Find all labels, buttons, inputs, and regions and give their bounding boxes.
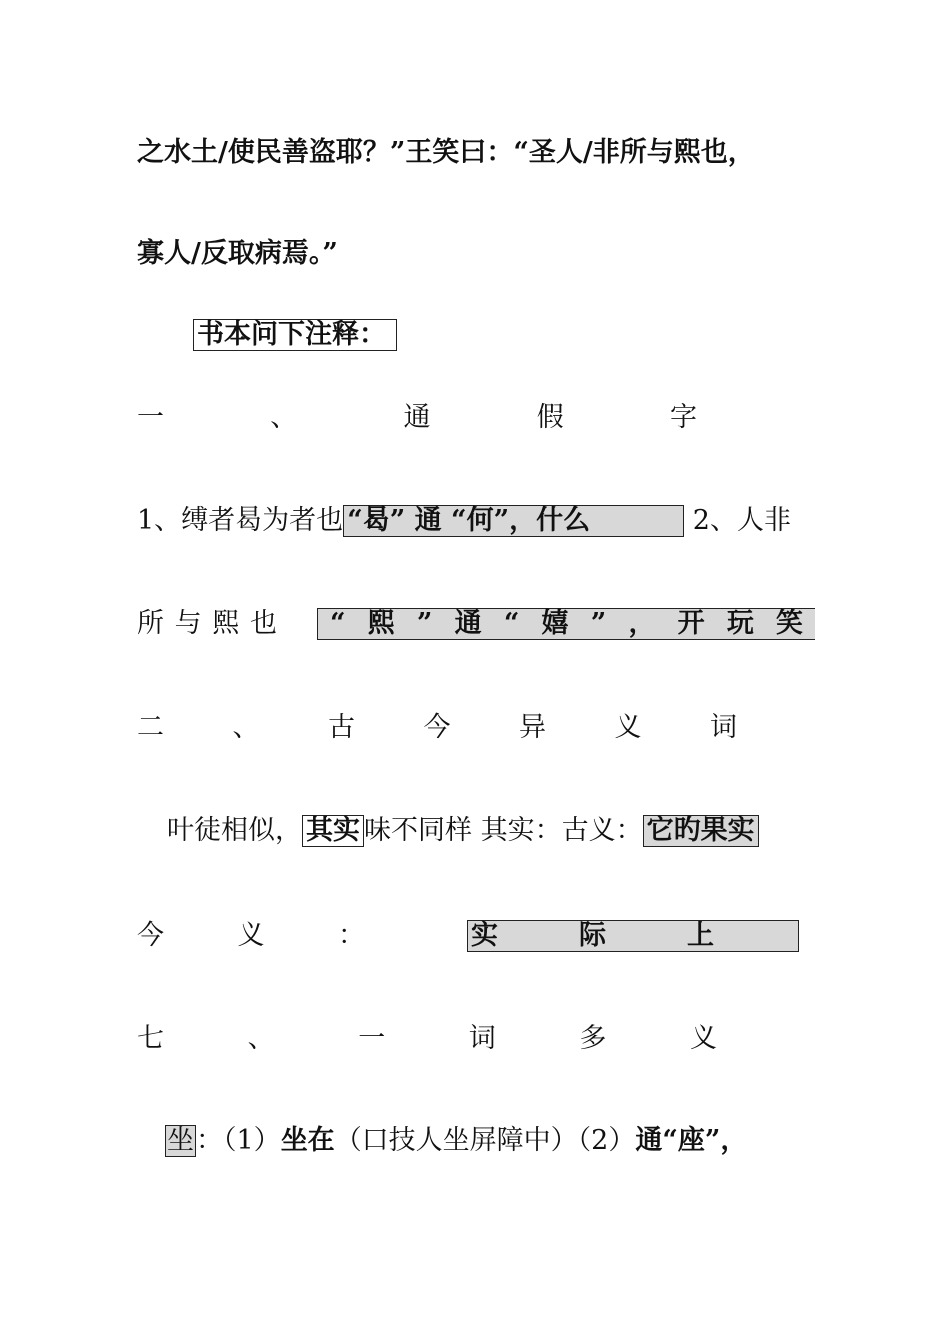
example-sentence: ：（1） bbox=[196, 1125, 281, 1156]
annotation-box-guoshi: 它旳果实 bbox=[643, 815, 759, 847]
notes-heading-box: 书本问下注释： bbox=[193, 319, 397, 351]
example-sentence: 2、人非 bbox=[692, 505, 791, 536]
meaning-text: 通“座”， bbox=[635, 1125, 748, 1156]
heading-char: 二 bbox=[137, 712, 164, 743]
heading-char: 通 bbox=[403, 402, 431, 433]
example-line-2 bbox=[137, 606, 817, 642]
heading-char: 一 bbox=[137, 402, 164, 433]
annotation-box-zuo: 坐 bbox=[167, 1125, 194, 1156]
annotation-box-xi: “ 熙 ” 通 “ 嬉 ” ， 开 玩 笑 bbox=[317, 608, 815, 640]
heading-char: 、 bbox=[232, 712, 260, 743]
heading-char: 今 bbox=[423, 712, 451, 743]
heading-char: 字 bbox=[670, 402, 697, 433]
heading-char: 假 bbox=[536, 402, 564, 433]
annotation-box-shijishang: 实 际 上 bbox=[467, 920, 799, 952]
example-sentence: 叶徒相似， bbox=[167, 815, 302, 846]
heading-char: 一 bbox=[358, 1023, 386, 1054]
heading-char: 义 bbox=[689, 1023, 717, 1054]
example-sentence: 今 义 ： bbox=[137, 920, 365, 951]
example-sentence: 所 与 熙 也 bbox=[137, 608, 277, 639]
section-heading-tongjiazi bbox=[137, 400, 697, 436]
heading-char: 、 bbox=[270, 402, 298, 433]
section-heading-yiciduoyi bbox=[137, 1021, 717, 1057]
example-line-5 bbox=[165, 1123, 747, 1159]
example-sentence: 味不同样 其实：古义： bbox=[364, 815, 643, 846]
heading-char: 古 bbox=[328, 712, 355, 743]
section-heading-gujin bbox=[137, 710, 737, 746]
heading-char: 七 bbox=[137, 1023, 164, 1054]
text-line-2: 寡人/反取病焉。” bbox=[137, 238, 338, 269]
example-line-3 bbox=[167, 813, 759, 849]
example-line-1 bbox=[137, 503, 791, 539]
heading-char: 多 bbox=[579, 1023, 607, 1054]
example-sentence: 1、缚者曷为者也 bbox=[137, 505, 344, 536]
text-line-1: 之水土/使民善盗耶？”王笑曰：“圣人/非所与熙也， bbox=[137, 137, 755, 168]
notes-heading bbox=[193, 317, 397, 353]
heading-char: 、 bbox=[247, 1023, 275, 1054]
heading-char: 词 bbox=[710, 712, 737, 743]
heading-char: 词 bbox=[468, 1023, 496, 1054]
annotation-box-he: “曷” 通 “何”，什么 bbox=[343, 505, 684, 537]
meaning-text: 坐在 bbox=[280, 1125, 335, 1156]
example-line-4 bbox=[137, 918, 817, 954]
example-sentence: （口技人坐屏障中）（2） bbox=[334, 1125, 636, 1156]
annotation-box-qishi: 其实 bbox=[302, 815, 364, 847]
heading-char: 义 bbox=[614, 712, 642, 743]
heading-char: 异 bbox=[519, 712, 546, 743]
